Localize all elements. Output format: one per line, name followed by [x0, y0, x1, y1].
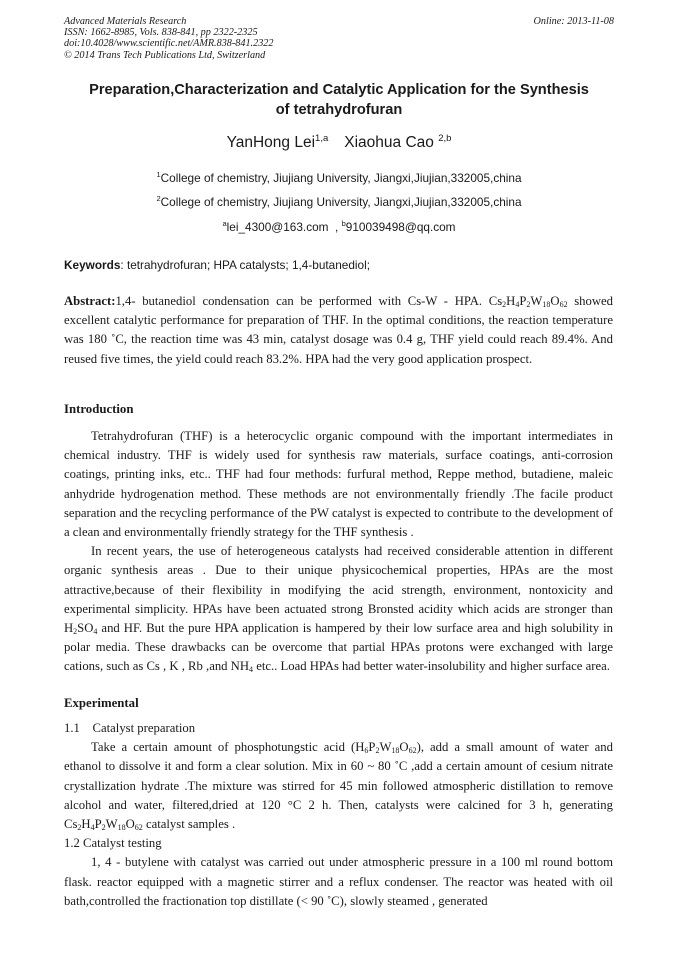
keywords-text: : tetrahydrofuran; HPA catalysts; 1,4-butanediol;	[120, 258, 371, 272]
online-date: Online: 2013-11-08	[533, 16, 614, 27]
abstract-text-1: 1,4- butanediol condensation can be performed with Cs-W - HPA.	[115, 294, 489, 308]
affiliation-1-sup: 1	[156, 170, 161, 179]
experimental-paragraph-1: Take a certain amount of phosphotungstic acid $(H_6P_2W_{18}O_{62})$, add a small amount of water and ethanol to dissolve it and form a clear solution. Mix in 60 ~ 80 ˚C ,add a certain amount of cesium nitrate crystallization hydrate .The mixture was stirred for 45 min followed atmospheric distillation to remove alcohol and water, filtered,dried at 120 °C 2 h. Then, catalysts were calcined for 3 h, generating $Cs_2H_4P_2W_{18}O_{62}$ catalyst samples .	[64, 740, 613, 833]
intro-paragraph-1: Tetrahydrofuran (THF) is a heterocyclic organic compound with the important intermediates in chemical industry. THF is widely used for synthesis raw materials, surface coatings, anti-corrosion coatings, printing inks, etc.. THF had four methods: furfural method, Reppe method, butadiene, maleic anhydride hydrogenation method. These methods are not environmentally friendly .The facile product separation and the recycling performance of the PW catalyst is expected to contribute to the development of a clean and environmentally friendly strategy for the THF synthesis .	[64, 429, 613, 540]
abstract-text-2: showed excellent catalytic performance for preparation of THF. In the optimal conditions, the reaction temperature was 180 ˚C, the reaction time was 43 min, catalyst dosage was 0.4 g, THF yield could reach 89.4%. And reused five times, the yield could reach 83.2%. HPA had the very good application prospect.	[64, 294, 614, 366]
abstract-label: Abstract:	[64, 294, 116, 308]
affiliation-2-text: College of chemistry, Jiujiang University, Jiangxi,Jiujian,332005,china	[160, 195, 522, 209]
affiliation-1-text: College of chemistry, Jiujiang University, Jiangxi,Jiujian,332005,china	[160, 171, 522, 185]
email-line	[0, 219, 678, 234]
email-a[interactable]: lei_4300@163.com	[226, 220, 329, 234]
author-2-sup: 2,b	[438, 133, 452, 144]
affiliation-2	[0, 194, 678, 209]
title-line-1: Preparation,Characterization and Catalytic Application for the Synthesis	[89, 82, 589, 98]
experimental-heading: Experimental	[64, 696, 139, 710]
author-list	[0, 133, 678, 152]
catalyst-formula: $Cs_2H_4P_2W_{18}O_{62}$	[488, 294, 568, 309]
author-2: Xiaohua Cao	[344, 134, 434, 151]
doi-line: doi:10.4028/www.scientific.net/AMR.838-841.2322	[64, 38, 274, 50]
keywords	[64, 258, 370, 272]
abstract	[64, 292, 613, 369]
email-b-sup: b	[341, 219, 346, 228]
introduction-heading: Introduction	[64, 402, 134, 416]
paper-title	[50, 80, 628, 120]
email-a-sup: a	[222, 219, 227, 228]
author-1: YanHong Lei	[226, 134, 316, 151]
journal-name: Advanced Materials Research	[64, 16, 187, 27]
affiliation-2-sup: 2	[156, 194, 161, 203]
journal-info	[64, 16, 273, 61]
issn-line: ISSN: 1662-8985, Vols. 838-841, pp 2322-2325	[64, 27, 258, 39]
copyright-line: © 2014 Trans Tech Publications Ltd, Switzerland	[64, 49, 266, 61]
introduction-body	[64, 427, 613, 677]
author-1-sup: 1,a	[315, 133, 329, 144]
subsection-1-1: 1.1 Catalyst preparation	[64, 721, 196, 735]
email-b[interactable]: 910039498@qq.com	[345, 220, 456, 234]
keywords-label: Keywords	[64, 258, 121, 272]
title-line-2: of tetrahydrofuran	[275, 102, 403, 118]
subsection-1-2: 1.2 Catalyst testing	[64, 836, 162, 851]
email-separator: ,	[328, 220, 342, 234]
intro-paragraph-2: In recent years, the use of heterogeneous catalysts had received considerable attention in different organic synthesis areas . Due to their unique physicochemical properties, HPAs are the most attractive,because of their flexibility in modifying the acid strength, environment, nontoxicity and experimental simplicity. HPAs have been actuated strong Bronsted acidity which acids are stronger than $H_2SO_4$ and HF. But the pure HPA application is hampered by their low surface area and high solubility in polar media. These drawbacks can be overcome that partial HPAs protons were exchanged with large cations, such as Cs , K , Rb ,and $NH_4$ etc.. Load HPAs had better water-insolubility and higher surface area.	[64, 544, 613, 675]
experimental-paragraph-2: 1, 4 - butylene with catalyst was carried out under atmospheric pressure in a 100 ml round bottom flask. reactor equipped with a magnetic stirrer and a reflux condenser. The reactor was heated with oil bath,controlled the fractionation top distillate (< 90 ˚C), slowly steamed , generated	[64, 855, 613, 908]
affiliation-1	[0, 170, 678, 185]
experimental-body	[64, 719, 613, 911]
